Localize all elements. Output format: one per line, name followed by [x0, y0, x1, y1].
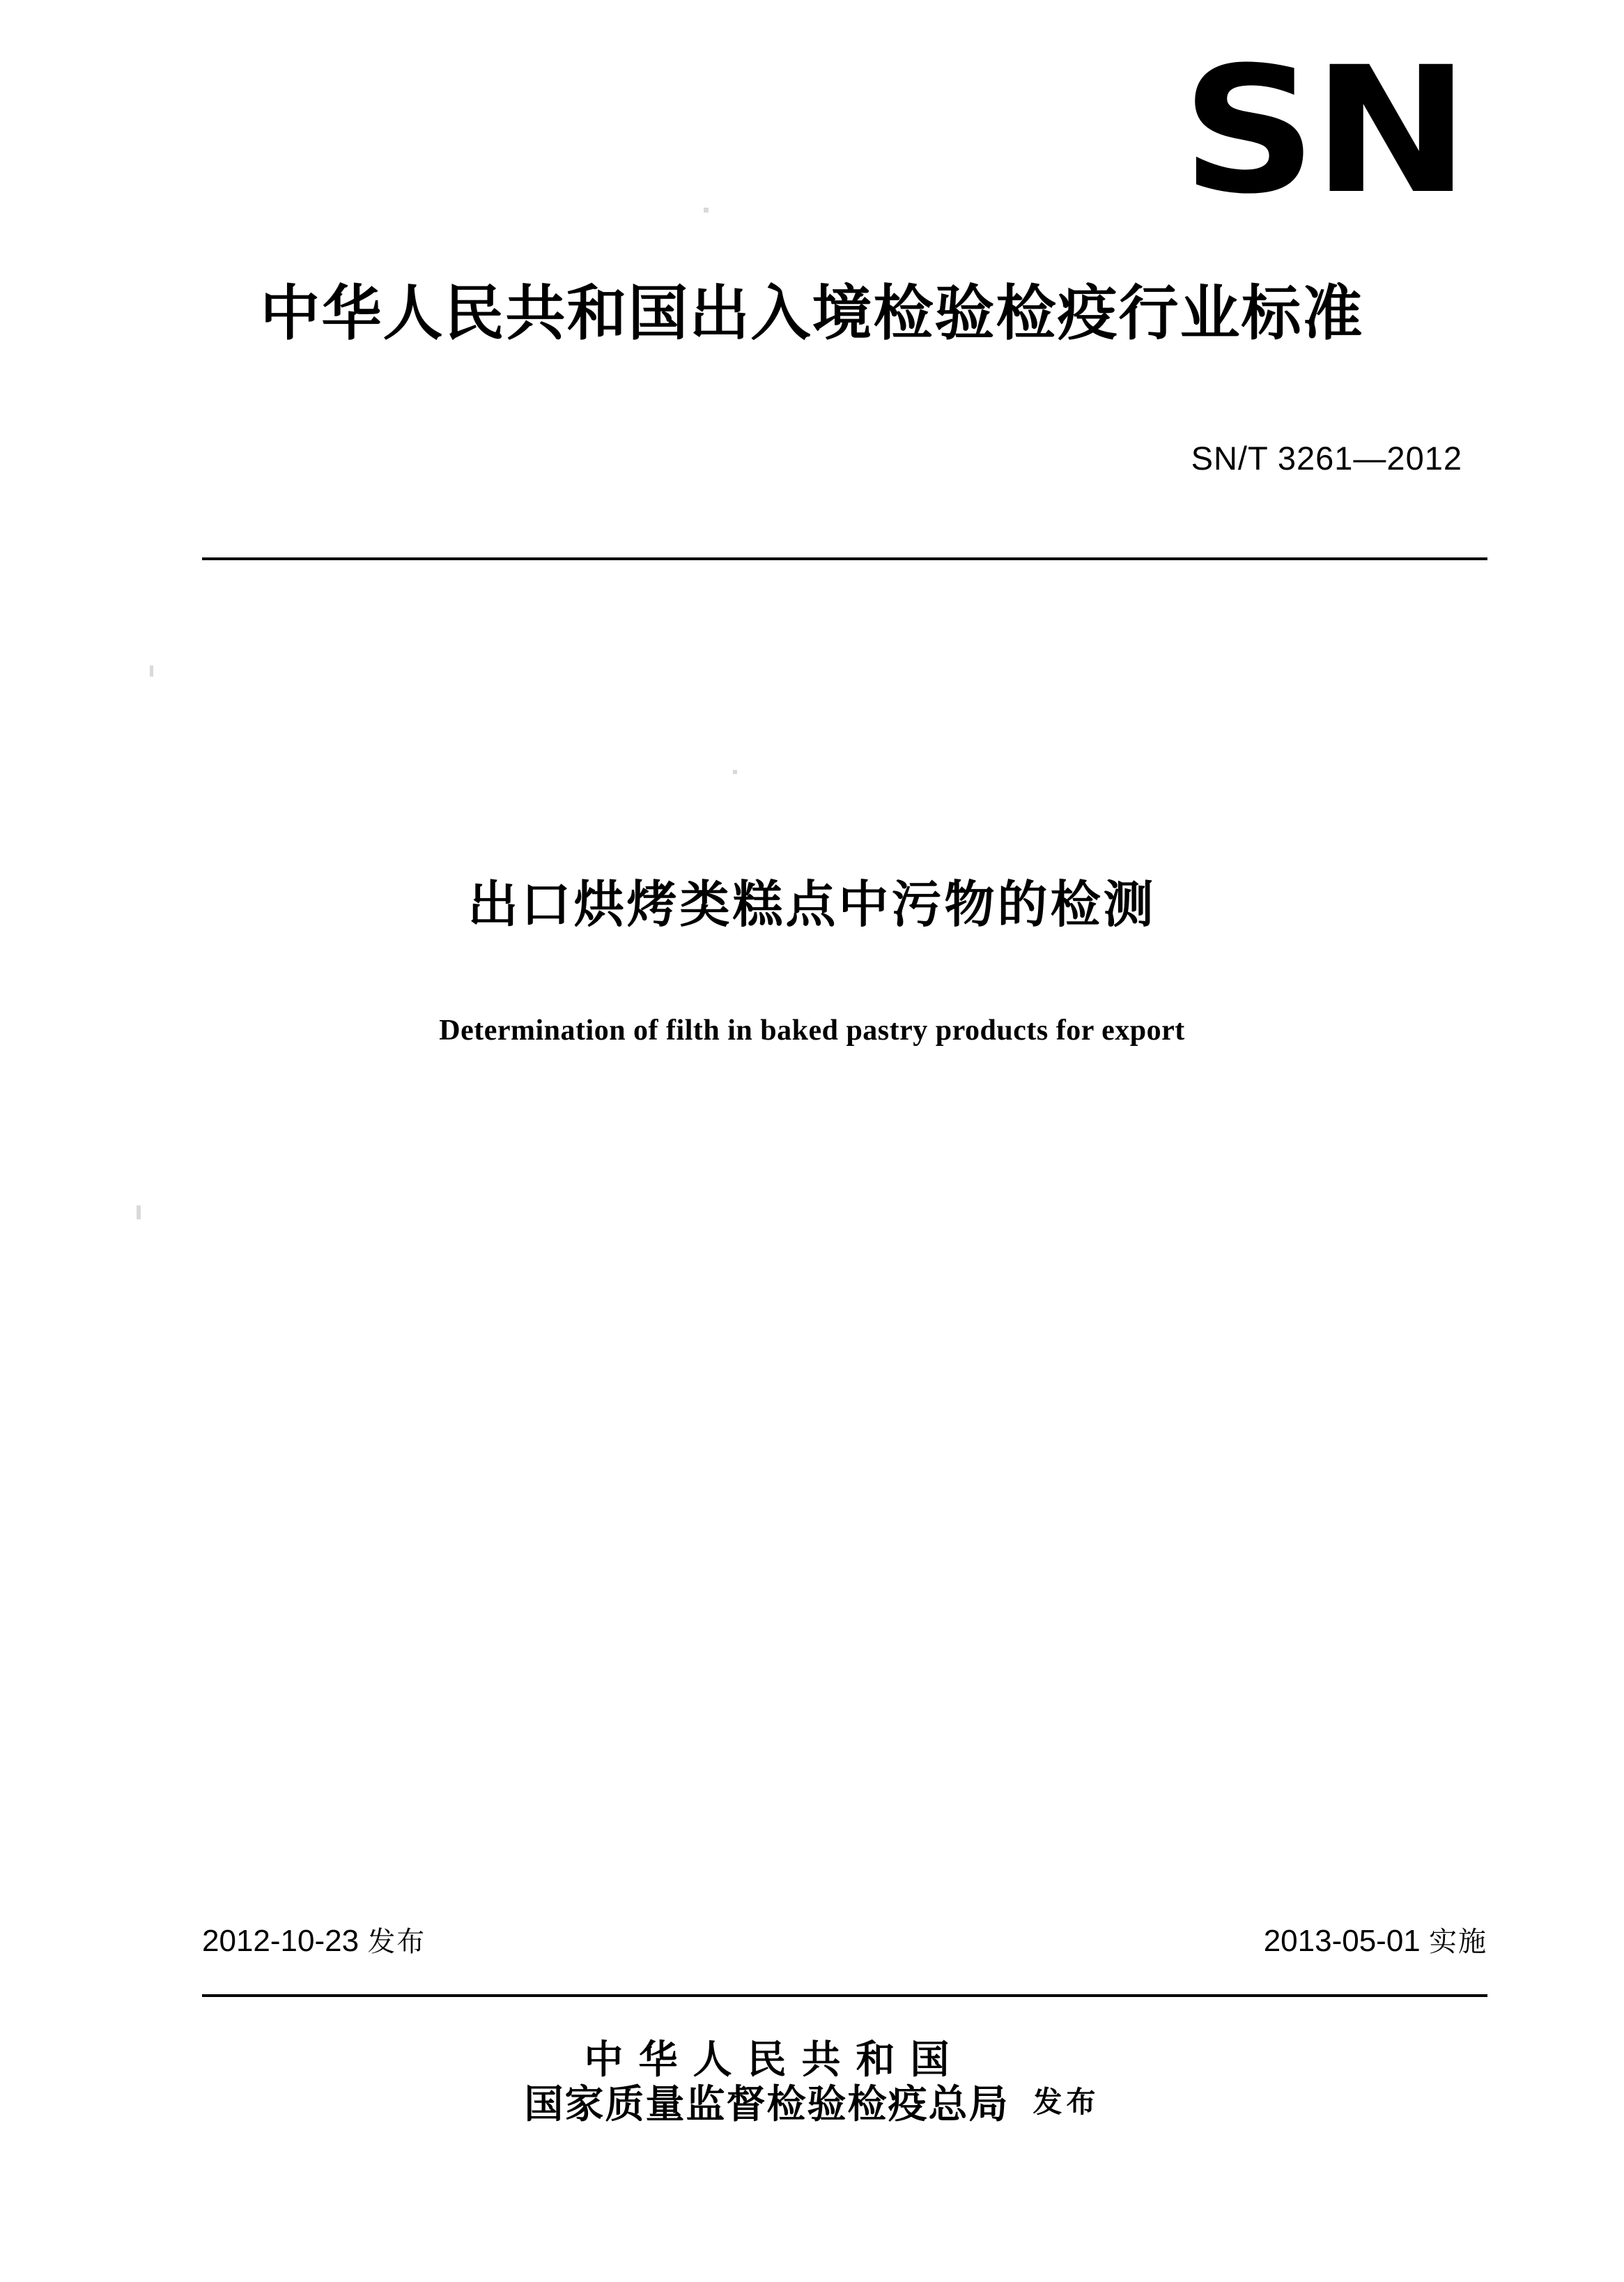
dates-row	[202, 1920, 1487, 1959]
sn-logo-text: SN	[1181, 29, 1465, 232]
document-title-chinese: 出口烘烤类糕点中污物的检测	[467, 875, 1157, 934]
standard-header-title: 中华人民共和国出入境检验检疫行业标准	[260, 279, 1364, 348]
implement-date-label: 实施	[1429, 1926, 1487, 1958]
divider-bottom	[202, 1994, 1487, 1997]
issuer-name	[524, 2038, 1009, 2128]
issuer-block	[0, 2038, 1624, 2128]
implement-date: 2013-05-01	[1263, 1924, 1421, 1958]
issuer-publish-label: 发布	[1033, 2084, 1100, 2119]
standard-number: SN/T 3261—2012	[1191, 440, 1462, 477]
issue-date-label: 发布	[367, 1926, 426, 1958]
implement-date-group	[1264, 1920, 1487, 1959]
document-title-english: Determination of filth in baked pastry products for export	[439, 1015, 1185, 1047]
scan-speck	[137, 1205, 141, 1219]
sn-logo	[1103, 29, 1465, 232]
issuer-line-2: 国家质量监督检验检疫总局	[524, 2082, 1010, 2128]
issuer-line-1: 中华人民共和国	[584, 2037, 965, 2083]
scan-speck	[704, 208, 709, 213]
issue-date-group	[202, 1920, 426, 1959]
scan-speck	[733, 770, 737, 774]
divider-top	[202, 557, 1487, 560]
issue-date: 2012-10-23	[202, 1924, 359, 1958]
scan-speck	[150, 665, 153, 677]
